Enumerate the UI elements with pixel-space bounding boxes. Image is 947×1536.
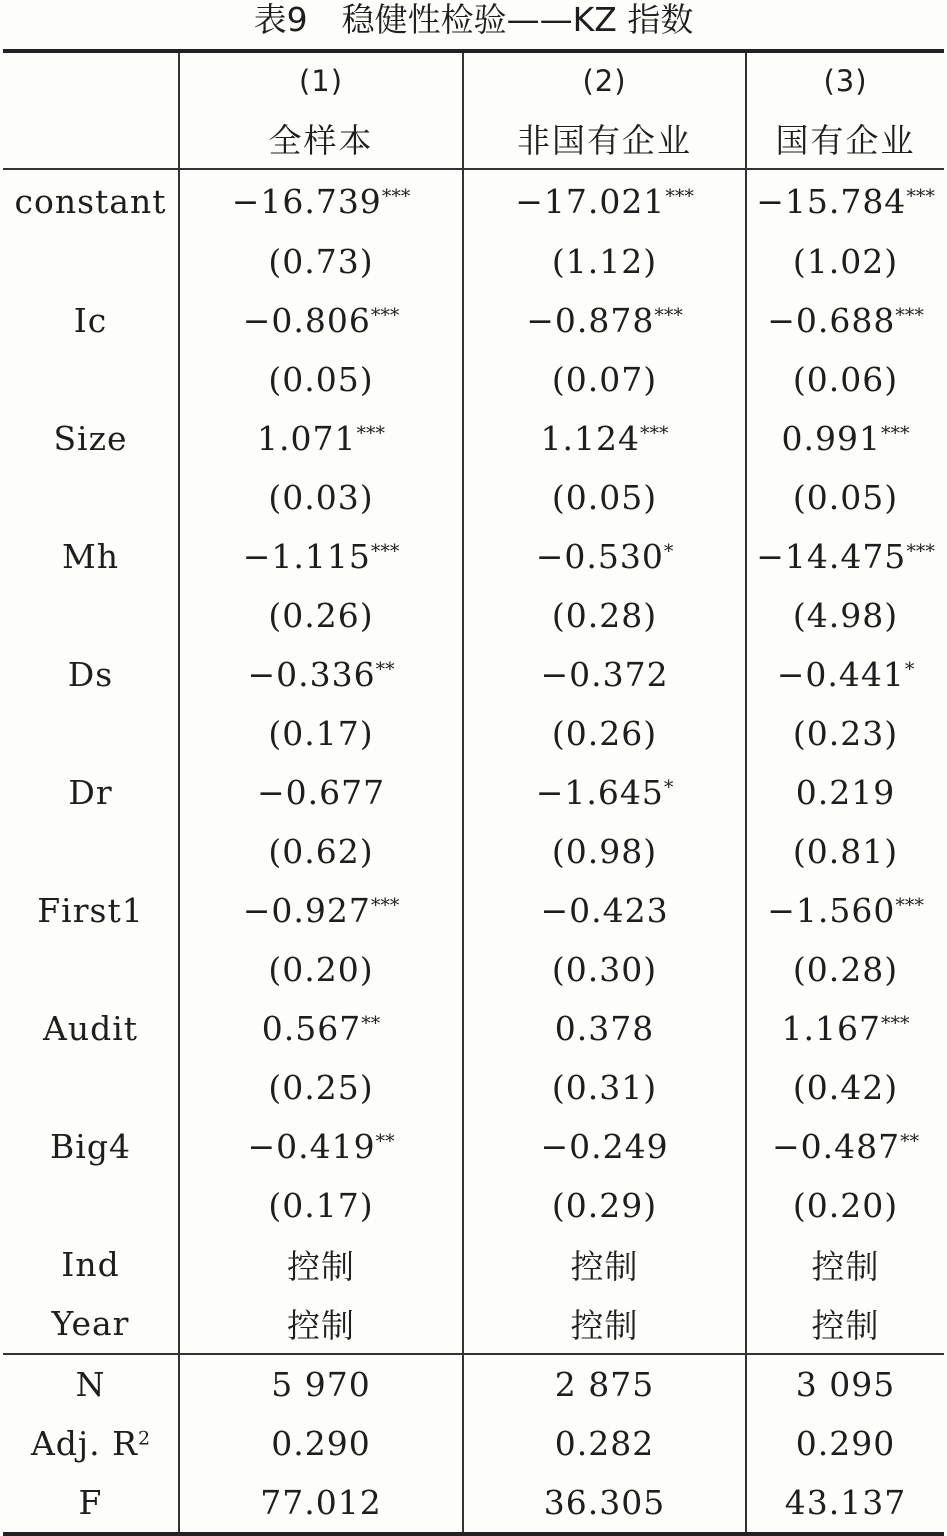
significance-stars: *** [370,540,400,563]
standard-error-cell: (0.07) [463,350,746,409]
statistic-value: 2 875 [463,1354,746,1414]
coefficient-value: −1.645 [535,773,664,812]
statistic-value: 0.290 [746,1414,944,1473]
coefficient-value: −0.878 [526,301,655,340]
control-name: Ind [61,1245,120,1284]
standard-error-cell: (0.23) [746,704,944,763]
coefficient-cell [179,645,463,704]
table-title: 稳健性检验——KZ 指数 [341,0,694,39]
significance-stars: *** [381,185,411,208]
standard-error-cell: (4.98) [746,586,944,645]
empty-label-cell [3,586,179,645]
standard-error-cell: (0.29) [463,1176,746,1235]
coefficient-row [3,763,944,822]
coefficient-cell [463,409,746,468]
coefficient-value: −0.677 [256,773,386,812]
standard-error-row [3,468,944,527]
standard-error-cell: (0.17) [179,704,463,763]
standard-error-cell: (0.98) [463,822,746,881]
header-index-row [3,51,944,108]
standard-error-row [3,704,944,763]
empty-label-cell [3,704,179,763]
variable-name: Dr [68,773,113,812]
standard-error-row [3,940,944,999]
statistic-value: 0.282 [463,1414,746,1473]
coefficient-value: −15.784 [756,181,907,221]
empty-label-cell [3,940,179,999]
coefficient-cell [179,409,463,468]
coefficient-value: 0.991 [781,419,881,458]
statistic-value: 0.290 [179,1414,463,1473]
coefficient-cell [463,291,746,350]
empty-label-cell [3,232,179,291]
header-label-row [3,108,944,169]
coefficient-cell [463,169,746,232]
coefficient-cell [463,645,746,704]
coefficient-value: −0.441 [776,655,905,694]
statistic-row [3,1414,944,1473]
column-index: (3) [746,51,944,108]
standard-error-cell: (0.06) [746,350,944,409]
significance-stars: *** [906,540,935,563]
control-value: 控制 [179,1235,463,1294]
coefficient-value: −0.927 [242,891,371,930]
column-index: (1) [179,51,463,108]
variable-name: constant [14,181,167,221]
coefficient-cell [746,763,944,822]
coefficient-cell [746,409,944,468]
standard-error-row [3,1058,944,1117]
control-value: 控制 [746,1235,944,1294]
standard-error-cell: (0.73) [179,232,463,291]
variable-name: Ic [73,301,108,340]
coefficient-row [3,881,944,940]
significance-stars: *** [895,894,924,917]
standard-error-cell: (0.28) [746,940,944,999]
statistic-value: 36.305 [463,1473,746,1534]
coefficient-row [3,409,944,468]
significance-stars: *** [639,422,669,445]
standard-error-cell: (0.62) [179,822,463,881]
significance-stars: *** [906,185,935,208]
standard-error-cell: (0.31) [463,1058,746,1117]
standard-error-cell: (0.81) [746,822,944,881]
coefficient-value: 1.071 [257,419,357,458]
significance-stars: *** [370,304,400,327]
coefficient-cell [746,645,944,704]
statistic-label: F [78,1483,103,1522]
empty-label-cell [3,822,179,881]
variable-name: Big4 [50,1127,131,1166]
coefficient-value: −17.021 [515,181,666,221]
control-value: 控制 [179,1294,463,1354]
header-corner-cell [3,108,179,169]
coefficient-row [3,527,944,586]
statistic-row [3,1354,944,1414]
coefficient-cell [746,291,944,350]
variable-name: Ds [67,655,114,694]
coefficient-value: −1.115 [242,537,371,576]
regression-table [3,49,944,1536]
standard-error-cell: (0.05) [179,350,463,409]
significance-stars: * [663,776,674,799]
column-label: 全样本 [179,108,463,169]
coefficient-cell [746,527,944,586]
coefficient-row [3,291,944,350]
coefficient-cell [179,169,463,232]
coefficient-row [3,169,944,232]
statistic-label: N [75,1365,106,1404]
significance-stars: * [663,540,674,563]
standard-error-cell: (0.25) [179,1058,463,1117]
statistic-value: 77.012 [179,1473,463,1534]
standard-error-cell: (0.42) [746,1058,944,1117]
standard-error-cell: (0.20) [179,940,463,999]
statistic-name [3,1473,179,1534]
standard-error-cell: (0.05) [746,468,944,527]
coefficient-value: −0.530 [535,537,664,576]
table-body [3,51,944,1534]
coefficient-row [3,999,944,1058]
significance-stars: *** [370,894,400,917]
empty-label-cell [3,1058,179,1117]
coefficient-cell [179,1117,463,1176]
coefficient-row [3,645,944,704]
standard-error-cell: (0.20) [746,1176,944,1235]
column-label: 非国有企业 [463,108,746,169]
control-value: 控制 [463,1294,746,1354]
table-caption [0,0,947,44]
coefficient-value: 1.124 [540,419,640,458]
standard-error-row [3,350,944,409]
column-label: 国有企业 [746,108,944,169]
coefficient-value: −0.419 [247,1127,376,1166]
standard-error-cell: (1.12) [463,232,746,291]
coefficient-cell [463,763,746,822]
variable-name: Size [53,419,128,458]
coefficient-cell [179,291,463,350]
table-number: 表9 [253,0,308,39]
coefficient-cell [463,527,746,586]
significance-stars: * [904,658,915,681]
coefficient-value: 0.378 [554,1009,655,1048]
significance-stars: *** [654,304,683,327]
statistic-row [3,1473,944,1534]
coefficient-value: 0.219 [795,773,896,812]
significance-stars: ** [900,1130,920,1153]
coefficient-cell [746,169,944,232]
control-value: 控制 [746,1294,944,1354]
coefficient-cell [463,999,746,1058]
significance-stars: ** [361,1012,381,1035]
standard-error-cell: (0.05) [463,468,746,527]
control-row [3,1235,944,1294]
empty-label-cell [3,350,179,409]
coefficient-cell [179,527,463,586]
variable-name: Mh [61,537,120,576]
standard-error-row [3,822,944,881]
standard-error-row [3,232,944,291]
significance-stars: ** [375,1130,395,1153]
statistic-superscript: 2 [137,1427,151,1450]
statistic-value: 43.137 [746,1473,944,1534]
coefficient-cell [746,999,944,1058]
standard-error-cell: (0.26) [463,704,746,763]
coefficient-cell [463,881,746,940]
coefficient-value: −0.336 [247,655,376,694]
standard-error-cell: (0.28) [463,586,746,645]
coefficient-value: −0.372 [540,655,669,694]
statistic-value: 3 095 [746,1354,944,1414]
coefficient-value: −0.249 [540,1127,669,1166]
statistic-name [3,1414,179,1473]
coefficient-value: −1.560 [767,891,896,930]
coefficient-value: 1.167 [781,1009,881,1048]
empty-label-cell [3,1176,179,1235]
control-value: 控制 [463,1235,746,1294]
coefficient-cell [463,1117,746,1176]
column-index: (2) [463,51,746,108]
statistic-value: 5 970 [179,1354,463,1414]
standard-error-row [3,586,944,645]
coefficient-cell [746,1117,944,1176]
coefficient-cell [746,881,944,940]
empty-label-cell [3,468,179,527]
variable-name: Audit [42,1009,139,1048]
coefficient-value: −0.688 [767,301,896,340]
control-row [3,1294,944,1354]
coefficient-value: 0.567 [261,1009,362,1048]
coefficient-value: −0.423 [540,891,669,930]
standard-error-cell: (1.02) [746,232,944,291]
significance-stars: *** [665,185,694,208]
significance-stars: *** [356,422,385,445]
coefficient-cell [179,881,463,940]
significance-stars: *** [895,304,924,327]
coefficient-value: −0.806 [242,301,371,340]
variable-name: First1 [37,891,144,930]
standard-error-cell: (0.26) [179,586,463,645]
header-corner-cell [3,51,179,108]
significance-stars: *** [880,422,910,445]
standard-error-cell: (0.03) [179,468,463,527]
standard-error-row [3,1176,944,1235]
significance-stars: *** [880,1012,910,1035]
statistic-label: Adj. R [30,1424,138,1463]
control-name: Year [51,1304,130,1343]
coefficient-row [3,1117,944,1176]
coefficient-cell [179,999,463,1058]
statistic-name [3,1354,179,1414]
significance-stars: ** [375,658,395,681]
coefficient-value: −16.739 [231,181,382,221]
standard-error-cell: (0.17) [179,1176,463,1235]
coefficient-value: −0.487 [771,1127,901,1166]
coefficient-cell [179,763,463,822]
coefficient-value: −14.475 [756,537,907,576]
standard-error-cell: (0.30) [463,940,746,999]
